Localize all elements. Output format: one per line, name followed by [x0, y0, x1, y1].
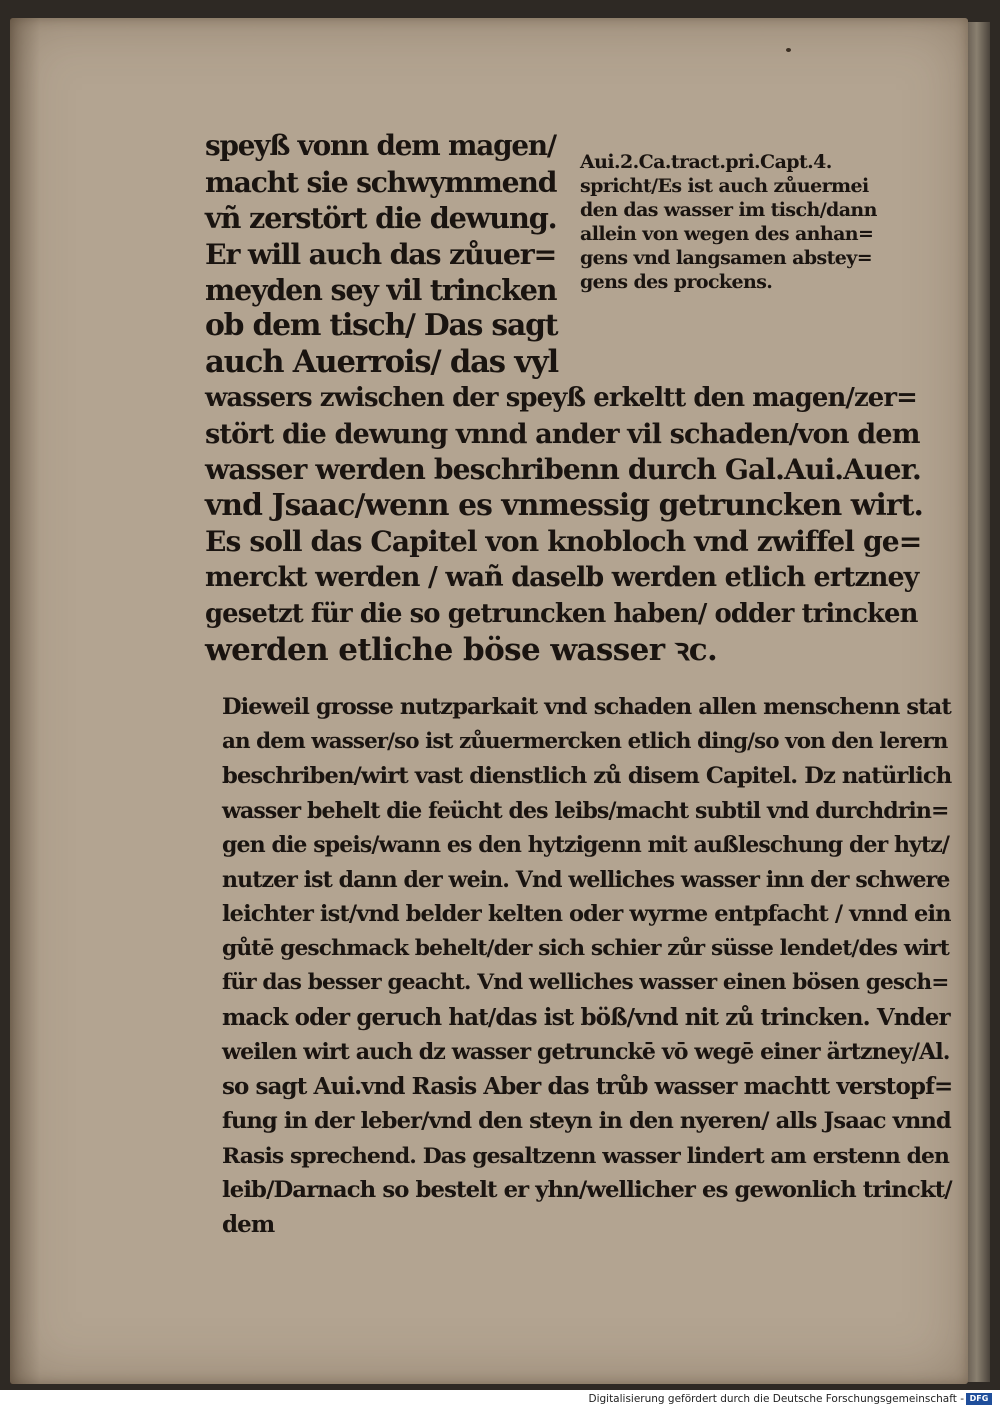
page-mark	[786, 48, 791, 52]
text-line: meyden sey vil trincken	[205, 273, 557, 307]
side-note-line: spricht/Es ist auch zůuermei	[580, 175, 869, 197]
text-line: merckt werden / wañ daselb werden etlich ertzney	[205, 562, 919, 593]
text-line: vnd Jsaac/wenn es vnmessig getruncken wirt.	[205, 488, 923, 523]
page-stack-edge	[968, 22, 990, 1382]
side-note-line: gens des prockens.	[580, 271, 773, 293]
text-line: macht sie schwymmend	[205, 165, 557, 199]
text-line: speyß vonn dem magen/	[205, 129, 556, 162]
text-line: leichter ist/vnd belder kelten oder wyrme entpfacht / vnnd ein	[222, 901, 951, 927]
text-line: wasser werden beschribenn durch Gal.Aui.Auer.	[205, 453, 921, 486]
text-line: Er will auch das zůuer=	[205, 237, 557, 271]
text-line: stört die dewung vnnd ander vil schaden/von dem	[205, 418, 920, 450]
text-line: mack oder geruch hat/das ist böß/vnd nit zů trincken. Vnder	[222, 1003, 950, 1031]
side-note	[580, 150, 877, 294]
paragraph-two	[222, 690, 952, 1242]
text-line: wassers zwischen der speyß erkeltt den magen/zer=	[205, 383, 917, 413]
text-line: gen die speis/wann es den hytzigenn mit außleschung der hytz/	[222, 832, 950, 858]
text-line: Es soll das Capitel von knobloch vnd zwiffel ge=	[205, 525, 922, 558]
side-note-line: Aui.2.Ca.tract.pri.Capt.4.	[580, 151, 832, 173]
text-line: so sagt Aui.vnd Rasis Aber das trůb wasser machtt verstopf=	[222, 1072, 953, 1100]
text-line: Dieweil grosse nutzparkait vnd schaden allen menschenn stat	[222, 694, 951, 720]
text-line: vñ zerstört die dewung.	[205, 201, 557, 235]
text-line: weilen wirt auch dz wasser getrunckē vō wegē einer ärtzney/Al.	[222, 1039, 950, 1065]
binding-shadow	[10, 18, 40, 1384]
text-line: auch Auerrois/ das vyl	[205, 344, 558, 380]
text-line: leib/Darnach so bestelt er yhn/wellicher es gewonlich trinckt/	[222, 1177, 952, 1203]
side-note-line: gens vnd langsamen abstey=	[580, 247, 873, 269]
digitization-credit: Digitalisierung gefördert durch die Deutsche Forschungsgemeinschaft -	[588, 1393, 964, 1405]
dfg-logo: DFG	[966, 1393, 992, 1405]
text-line: nutzer ist dann der wein. Vnd welliches wasser inn der schwere	[222, 866, 950, 893]
text-line: an dem wasser/so ist zůuermercken etlich ding/so von den lerern	[222, 728, 948, 754]
text-line: ob dem tisch/ Das sagt	[205, 308, 558, 343]
side-note-line: allein von wegen des anhan=	[580, 223, 874, 245]
text-line: wasser behelt die feücht des leibs/macht subtil vnd durchdrin=	[222, 797, 949, 824]
text-line: beschriben/wirt vast dienstlich zů disem Capitel. Dz natürlich	[222, 763, 952, 789]
text-line: fung in der leber/vnd den steyn in den nyeren/ alls Jsaac vnnd	[222, 1108, 951, 1134]
side-note-line: den das wasser im tisch/dann	[580, 199, 877, 221]
text-line: Rasis sprechend. Das gesaltzenn wasser lindert am erstenn den	[222, 1142, 950, 1169]
text-line: gůtē geschmack behelt/der sich schier zůr süsse lendet/des wirt	[222, 935, 949, 961]
text-line: werden etliche böse wasser ꝛc.	[205, 632, 718, 668]
text-line: gesetzt für die so getruncken haben/ odder trincken	[205, 599, 918, 629]
text-line: für das besser geacht. Vnd welliches wasser einen bösen gesch=	[222, 970, 949, 995]
catchword: dem	[222, 1210, 275, 1238]
